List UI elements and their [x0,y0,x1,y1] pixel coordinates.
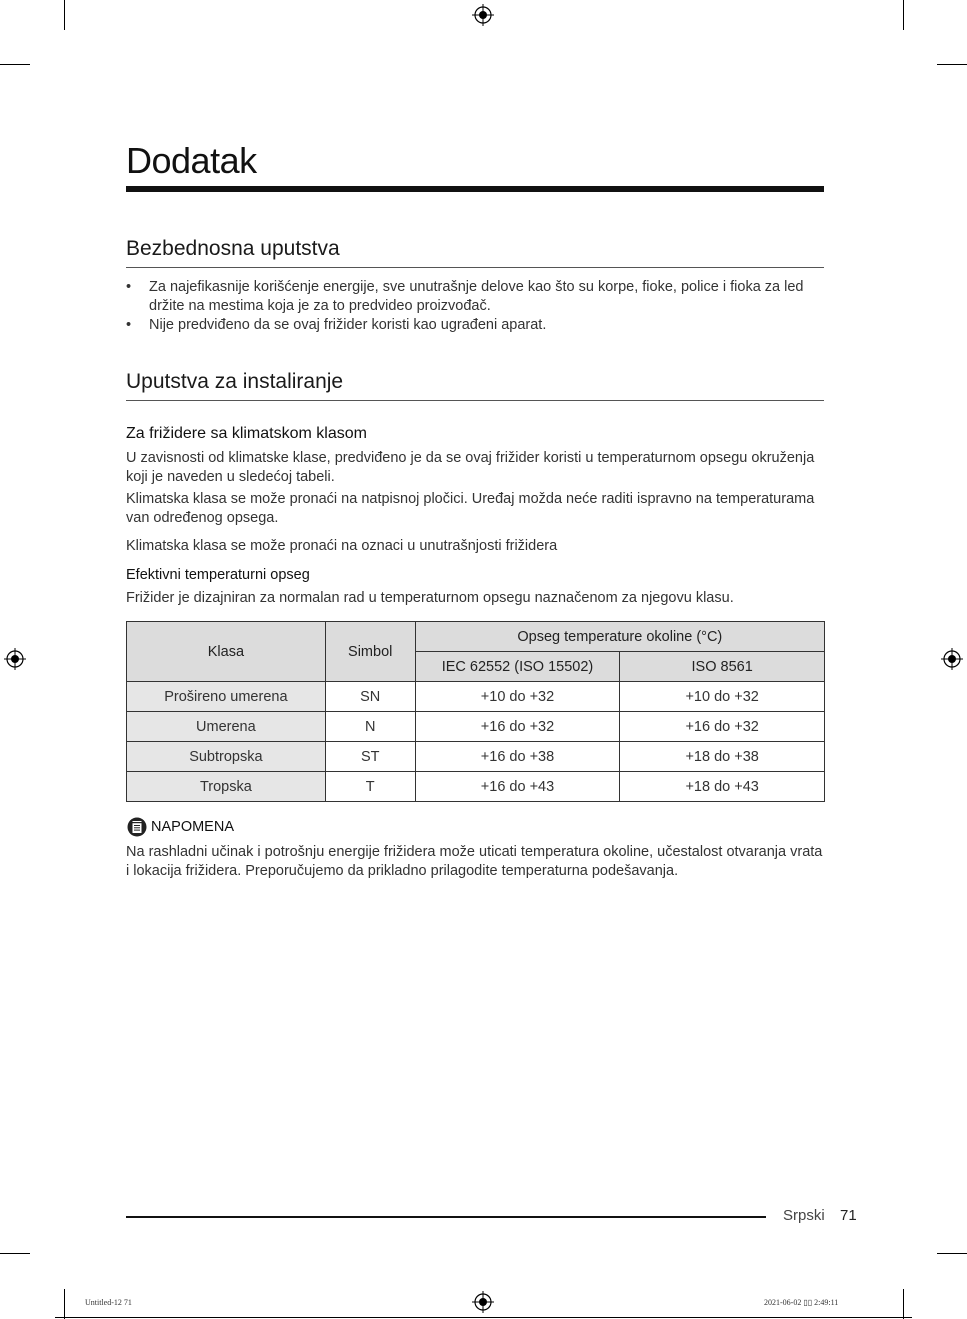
page-title: Dodatak [126,140,257,181]
cell-simbol: ST [325,742,415,772]
crop-mark [937,64,967,65]
cell-iso: +18 do +43 [620,772,825,802]
cell-iec: +16 do +38 [415,742,620,772]
paragraph: Klimatska klasa se može pronaći na oznaci u unutrašnjosti frižidera [126,538,558,554]
header-opseg: Opseg temperature okoline (°C) [415,622,824,652]
title-rule [126,186,824,192]
table-row [127,772,825,802]
cell-klasa: Prošireno umerena [127,682,326,712]
cell-simbol: SN [325,682,415,712]
print-slug-right: 2021-06-02 ▯▯ 2:49:11 [764,1298,839,1307]
print-slug-left: Untitled-12 71 [85,1298,132,1307]
crop-mark [64,1289,65,1319]
page-number: 71 [840,1207,857,1224]
cell-iec: +16 do +43 [415,772,620,802]
section-rule [126,400,824,401]
section-heading-safety: Bezbednosna uputstva [126,237,340,260]
registration-mark-icon [941,648,963,670]
cell-simbol: N [325,712,415,742]
header-klasa: Klasa [127,622,326,682]
cell-iso: +10 do +32 [620,682,825,712]
note-label: NAPOMENA [151,819,234,835]
list-item: • Nije predviđeno da se ovaj frižider koristi kao ugrađeni aparat. [126,316,826,335]
section-heading-installation: Uputstva za instaliranje [126,370,344,393]
crop-mark [64,0,65,30]
cell-klasa: Subtropska [127,742,326,772]
cell-klasa: Umerena [127,712,326,742]
table-row [127,742,825,772]
crop-mark [55,1317,912,1318]
climate-class-table [126,621,825,802]
safety-bullet-list [126,278,826,335]
subheading-temperature-range: Efektivni temperaturni opseg [126,567,310,583]
paragraph: Klimatska klasa se može pronaći na natpisnoj pločici. Uređaj možda neće raditi ispravno na temperaturama van određenog opsega. [126,491,815,526]
table-header-row [127,622,825,652]
note-heading [127,817,234,837]
footer-language: Srpski [783,1207,825,1224]
crop-mark [0,1253,30,1254]
registration-mark-icon [4,648,26,670]
cell-iec: +10 do +32 [415,682,620,712]
crop-mark [903,0,904,30]
table-row [127,682,825,712]
cell-iso: +16 do +32 [620,712,825,742]
cell-klasa: Tropska [127,772,326,802]
cell-iec: +16 do +32 [415,712,620,742]
paragraph: U zavisnosti od klimatske klase, predviđeno je da se ovaj frižider koristi u temperaturnom opsegu okruženja koji je naveden u sledećoj tabeli. [126,450,815,485]
crop-mark [0,64,30,65]
cell-iso: +18 do +38 [620,742,825,772]
registration-mark-icon [472,1291,494,1313]
section-rule [126,267,824,268]
header-iec: IEC 62552 (ISO 15502) [415,652,620,682]
cell-simbol: T [325,772,415,802]
header-simbol: Simbol [325,622,415,682]
crop-mark [937,1253,967,1254]
crop-mark [903,1289,904,1319]
subheading-climate-class: Za frižidere sa klimatskom klasom [126,425,367,442]
list-item: • Za najefikasnije korišćenje energije, sve unutrašnje delove kao što su korpe, fioke, police i fioka za led držite na mestima koja je za to predvideo proizvođač. [126,278,826,316]
table-row [127,712,825,742]
registration-mark-icon [472,4,494,26]
note-text: Na rashladni učinak i potrošnju energije frižidera može uticati temperatura okoline, učestalost otvaranja vrata i lokacija frižidera. Preporučujemo da prikladno prilagodite temperaturna podešavanja. [126,844,823,879]
footer-rule [126,1216,766,1218]
header-iso: ISO 8561 [620,652,825,682]
note-icon [127,817,147,837]
paragraph: Frižider je dizajniran za normalan rad u temperaturnom opsegu naznačenom za njegovu klasu. [126,590,734,606]
